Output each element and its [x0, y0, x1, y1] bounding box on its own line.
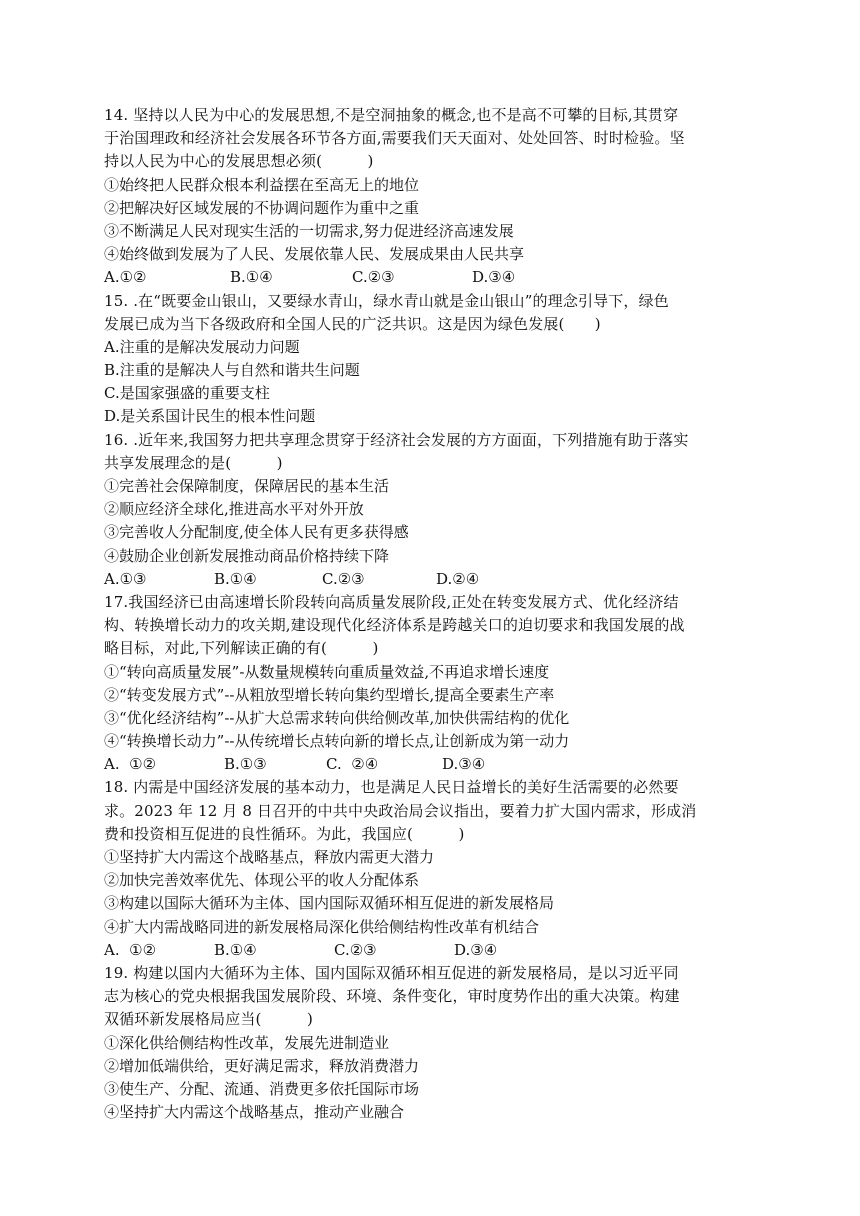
- question-stem-line: 发展已成为当下各级政府和全国人民的广泛共识。这是因为绿色发展( ): [104, 314, 601, 333]
- answer-choice-d: D.③④: [442, 755, 486, 774]
- option-line: ①深化供给侧结构性改革，发展先进制造业: [104, 1033, 390, 1052]
- option-line: ③“优化经济结构”--从扩大总需求转向供给侧改革,加快供需结构的优化: [104, 708, 570, 727]
- option-line: ①完善社会保障制度，保障居民的基本生活: [104, 477, 390, 495]
- option-line: ②顺应经济全球化,推进高水平对外开放: [104, 500, 364, 519]
- question-stem-line: 双循环新发展格局应当( ): [104, 1010, 313, 1029]
- answer-choice-d: D.③④: [472, 268, 516, 287]
- option-line: ②加快完善效率优先、体现公平的收人分配体系: [104, 871, 420, 890]
- option-line: ④鼓励企业创新发展推动商品价格持续下降: [104, 546, 390, 565]
- option-line: ①坚持扩大内需这个战略基点，释放内需更大潜力: [104, 848, 435, 866]
- question-stem-line: 17.我国经济已由高速增长阶段转向高质量发展阶段,正处在转变发展方式、优化经济结: [104, 592, 679, 611]
- answer-choice-d: D.③④: [454, 940, 498, 959]
- answer-choices: [104, 939, 760, 962]
- question-stem-line: 14. 坚持以人民为中心的发展思想,不是空洞抽象的概念,也不是高不可攀的目标,其贯穿: [104, 106, 679, 124]
- option-line: ②增加低端供给，更好满足需求，释放消费潜力: [104, 1056, 420, 1075]
- answer-choice-c: C.②③: [334, 940, 377, 959]
- question-17: [104, 591, 760, 777]
- option-line: ①“转向高质量发展”-从数量规模转向重质量效益,不再追求增长速度: [104, 662, 550, 681]
- question-stem-line: 构、转换增长动力的攻关期,建设现代化经济体系是跨越关口的迫切要求和我国发展的战: [104, 616, 685, 635]
- question-15: [104, 290, 760, 429]
- answer-choice-b: B.①④: [214, 569, 257, 588]
- question-stem-line: 费和投资相互促进的良性循环。为此，我国应( ): [104, 824, 465, 843]
- option-line: ②“转变发展方式”--从粗放型增长转向集约型增长,提高全要素生产率: [104, 685, 555, 704]
- question-stem-line: 求。2023 年 12 月 8 日召开的中共中央政治局会议指出，要着力扩大国内需求，形成消: [104, 801, 697, 820]
- option-line: ③使生产、分配、流通、消费更多依托国际市场: [104, 1079, 420, 1098]
- answer-choice-a: A. ①②: [104, 755, 157, 774]
- question-stem-line: 志为核心的党央根据我国发展阶段、环境、条件变化，审时度势作出的重大决策。构建: [104, 987, 680, 1006]
- question-14: [104, 104, 760, 290]
- answer-choice-b: B.①④: [214, 940, 257, 959]
- option-line: C.是国家强盛的重要支柱: [104, 384, 270, 403]
- option-line: ④“转换增长动力”--从传统增长点转向新的增长点,让创新成为第一动力: [104, 732, 570, 751]
- option-line: ③完善收人分配制度,使全体人民有更多获得感: [104, 523, 409, 542]
- answer-choice-b: B.①④: [230, 268, 273, 287]
- question-stem-line: 16. .近年来,我国努力把共享理念贯穿于经济社会发展的方方面面，下列措施有助于落实: [104, 430, 689, 449]
- question-stem-line: 于治国理政和经济社会发展各环节各方面,需要我们天天面对、处处回答、时时检验。坚: [104, 129, 685, 148]
- answer-choice-c: C. ②④: [326, 755, 379, 774]
- question-18: [104, 776, 760, 962]
- question-stem-line: 19. 构建以国内大循环为主体、国内国际双循环相互促进的新发展格局，是以习近平同: [104, 963, 679, 982]
- option-line: ②把解决好区域发展的不协调问题作为重中之重: [104, 198, 420, 217]
- question-stem-line: 18. 内需是中国经济发展的基本动力，也是满足人民日益增长的美好生活需要的必然要: [104, 778, 679, 797]
- answer-choices: [104, 753, 760, 776]
- option-line: ①始终把人民群众根本利益摆在至高无上的地位: [104, 175, 420, 194]
- answer-choice-c: C.②③: [322, 569, 365, 588]
- option-line: ③构建以国际大循环为主体、国内国际双循环相互促进的新发展格局: [104, 894, 555, 913]
- option-line: B.注重的是解决人与自然和谐共生问题: [104, 361, 360, 380]
- answer-choice-c: C.②③: [352, 268, 395, 287]
- option-line: ④始终做到发展为了人民、发展依靠人民、发展成果由人民共享: [104, 245, 525, 264]
- question-19: [104, 962, 760, 1124]
- answer-choice-d: D.②④: [436, 569, 480, 588]
- exam-page: [104, 104, 760, 1124]
- question-stem-line: 共享发展理念的是( ): [104, 453, 283, 472]
- question-stem-line: 持以人民为中心的发展思想必须( ): [104, 152, 374, 171]
- question-stem-line: 15. .在“既要金山银山，又要绿水青山，绿水青山就是金山银山”的理念引导下，绿色: [104, 291, 669, 310]
- answer-choice-a: A.①②: [104, 268, 147, 287]
- option-line: ④坚持扩大内需这个战略基点，推动产业融合: [104, 1103, 405, 1122]
- answer-choices: [104, 266, 760, 289]
- option-line: ③不断满足人民对现实生活的一切需求,努力促进经济高速发展: [104, 221, 514, 240]
- option-line: D.是关系国计民生的根本性问题: [104, 407, 316, 426]
- question-16: [104, 429, 760, 591]
- answer-choice-a: A.①③: [104, 569, 147, 588]
- answer-choice-b: B.①③: [224, 755, 267, 774]
- answer-choices: [104, 568, 760, 591]
- option-line: A.注重的是解决发展动力问题: [104, 337, 300, 356]
- answer-choice-a: A. ①②: [104, 940, 157, 959]
- question-stem-line: 略目标，对此,下列解读正确的有( ): [104, 639, 379, 658]
- option-line: ④扩大内需战略同进的新发展格局深化供给侧结构性改革有机结合: [104, 917, 540, 936]
